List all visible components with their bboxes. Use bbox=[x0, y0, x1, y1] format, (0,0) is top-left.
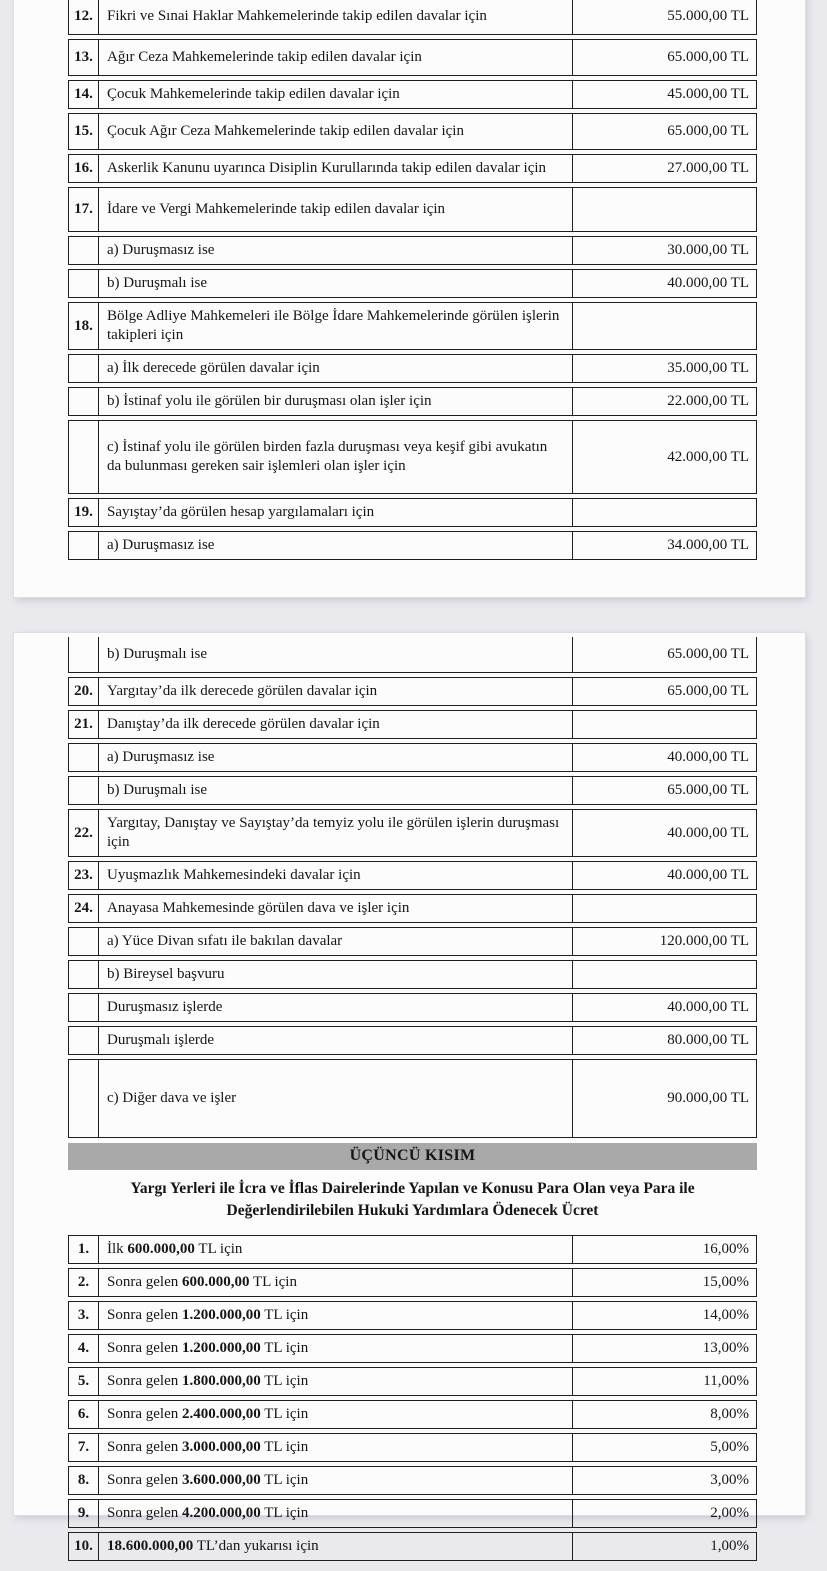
description-suffix: TL için bbox=[260, 1307, 309, 1323]
row-number: 1. bbox=[68, 1235, 99, 1264]
row-number: 7. bbox=[68, 1433, 99, 1462]
table-row bbox=[68, 1400, 757, 1429]
row-description bbox=[99, 1301, 573, 1330]
description-suffix: TL için bbox=[260, 1505, 309, 1521]
row-fee-value: 65.000,00 TL bbox=[573, 39, 757, 76]
row-description: İdare ve Vergi Mahkemelerinde takip edilen davalar için bbox=[99, 187, 573, 232]
description-suffix: TL için bbox=[260, 1406, 309, 1422]
row-fee-value: 40.000,00 TL bbox=[573, 269, 757, 298]
table-row bbox=[68, 1532, 757, 1561]
row-number bbox=[68, 993, 99, 1022]
table-row bbox=[68, 187, 757, 232]
table-row bbox=[68, 1367, 757, 1396]
row-number: 23. bbox=[68, 861, 99, 890]
row-number: 21. bbox=[68, 710, 99, 739]
row-description bbox=[99, 1466, 573, 1495]
row-number: 24. bbox=[68, 894, 99, 923]
row-description bbox=[99, 1532, 573, 1561]
description-amount: 1.200.000,00 bbox=[181, 1307, 261, 1323]
description-amount: 3.600.000,00 bbox=[181, 1472, 261, 1488]
row-fee-value: 40.000,00 TL bbox=[573, 993, 757, 1022]
description-suffix: TL için bbox=[260, 1340, 309, 1356]
description-prefix: Sonra gelen bbox=[107, 1274, 182, 1290]
table-row bbox=[68, 861, 757, 890]
row-number: 19. bbox=[68, 498, 99, 527]
table-row bbox=[68, 1059, 757, 1138]
description-prefix: Sonra gelen bbox=[107, 1472, 182, 1488]
row-description: b) Bireysel başvuru bbox=[99, 960, 573, 989]
row-description: Sayıştay’da görülen hesap yargılamaları için bbox=[99, 498, 573, 527]
row-percentage-value: 8,00% bbox=[573, 1400, 757, 1429]
table-row bbox=[68, 531, 757, 560]
document-page-1 bbox=[14, 0, 805, 597]
description-amount: 600.000,00 bbox=[127, 1241, 195, 1257]
row-fee-value: 120.000,00 TL bbox=[573, 927, 757, 956]
table-row bbox=[68, 1268, 757, 1297]
description-amount: 1.200.000,00 bbox=[181, 1340, 261, 1356]
description-suffix: TL için bbox=[260, 1373, 309, 1389]
row-percentage-value: 14,00% bbox=[573, 1301, 757, 1330]
row-number bbox=[68, 743, 99, 772]
table-row bbox=[68, 420, 757, 494]
description-prefix: Sonra gelen bbox=[107, 1340, 182, 1356]
row-description: a) Duruşmasız ise bbox=[99, 531, 573, 560]
row-fee-value: 42.000,00 TL bbox=[573, 420, 757, 494]
table-row bbox=[68, 677, 757, 706]
table-row bbox=[68, 354, 757, 383]
row-fee-value: 55.000,00 TL bbox=[573, 0, 757, 35]
row-number bbox=[68, 960, 99, 989]
row-fee-value bbox=[573, 894, 757, 923]
row-description bbox=[99, 1235, 573, 1264]
row-number: 17. bbox=[68, 187, 99, 232]
tariff-table bbox=[68, 1231, 757, 1565]
table-row bbox=[68, 1499, 757, 1528]
row-fee-value: 40.000,00 TL bbox=[573, 743, 757, 772]
description-amount: 4.200.000,00 bbox=[181, 1505, 261, 1521]
row-fee-value: 65.000,00 TL bbox=[573, 776, 757, 805]
description-amount: 18.600.000,00 bbox=[107, 1538, 194, 1554]
description-suffix: TL için bbox=[260, 1439, 309, 1455]
row-number bbox=[68, 236, 99, 265]
row-description bbox=[99, 1433, 573, 1462]
row-description: Anayasa Mahkemesinde görülen dava ve işler için bbox=[99, 894, 573, 923]
table-row bbox=[68, 1334, 757, 1363]
description-prefix: İlk bbox=[107, 1241, 128, 1257]
row-description: b) İstinaf yolu ile görülen bir duruşması olan işler için bbox=[99, 387, 573, 416]
row-description: Uyuşmazlık Mahkemesindeki davalar için bbox=[99, 861, 573, 890]
row-fee-value: 30.000,00 TL bbox=[573, 236, 757, 265]
row-fee-value: 65.000,00 TL bbox=[573, 677, 757, 706]
section-subtitle: Yargı Yerleri ile İcra ve İflas Dairelerinde Yapılan ve Konusu Para Olan veya Para ile Değerlendirilebilen Hukuki Yardımlara Ödenecek Ücret bbox=[130, 1180, 695, 1219]
row-number: 9. bbox=[68, 1499, 99, 1528]
row-fee-value bbox=[573, 498, 757, 527]
description-prefix: Sonra gelen bbox=[107, 1439, 182, 1455]
fee-table-page-2 bbox=[68, 633, 757, 1142]
row-fee-value bbox=[573, 187, 757, 232]
table-row bbox=[68, 269, 757, 298]
row-fee-value: 80.000,00 TL bbox=[573, 1026, 757, 1055]
table-row bbox=[68, 993, 757, 1022]
row-number: 3. bbox=[68, 1301, 99, 1330]
row-number bbox=[68, 420, 99, 494]
row-number bbox=[68, 387, 99, 416]
table-row bbox=[68, 498, 757, 527]
row-description bbox=[99, 1367, 573, 1396]
row-percentage-value: 2,00% bbox=[573, 1499, 757, 1528]
table-row bbox=[68, 776, 757, 805]
table-row bbox=[68, 1466, 757, 1495]
table-row bbox=[68, 743, 757, 772]
description-amount: 2.400.000,00 bbox=[181, 1406, 261, 1422]
row-description: a) Duruşmasız ise bbox=[99, 743, 573, 772]
row-description: b) Duruşmalı ise bbox=[99, 637, 573, 673]
row-description bbox=[99, 1499, 573, 1528]
table-row bbox=[68, 39, 757, 76]
table-row bbox=[68, 637, 757, 673]
table-row bbox=[68, 960, 757, 989]
row-description: Danıştay’da ilk derecede görülen davalar için bbox=[99, 710, 573, 739]
row-percentage-value: 5,00% bbox=[573, 1433, 757, 1462]
row-number bbox=[68, 776, 99, 805]
description-amount: 1.800.000,00 bbox=[181, 1373, 261, 1389]
table-row bbox=[68, 1235, 757, 1264]
row-number: 16. bbox=[68, 154, 99, 183]
row-description: Duruşmasız işlerde bbox=[99, 993, 573, 1022]
row-description bbox=[99, 1400, 573, 1429]
table-row bbox=[68, 113, 757, 150]
row-description: a) Yüce Divan sıfatı ile bakılan davalar bbox=[99, 927, 573, 956]
document-page-2 bbox=[14, 633, 805, 1554]
row-fee-value: 65.000,00 TL bbox=[573, 113, 757, 150]
description-prefix: Sonra gelen bbox=[107, 1505, 182, 1521]
row-number: 13. bbox=[68, 39, 99, 76]
fee-table-page-1 bbox=[68, 0, 757, 564]
table-row bbox=[68, 894, 757, 923]
row-fee-value: 22.000,00 TL bbox=[573, 387, 757, 416]
section-header: ÜÇÜNCÜ KISIM bbox=[68, 1143, 757, 1170]
row-number: 5. bbox=[68, 1367, 99, 1396]
row-percentage-value: 13,00% bbox=[573, 1334, 757, 1363]
row-description: Bölge Adliye Mahkemeleri ile Bölge İdare Mahkemelerinde görülen işlerin takipleri için bbox=[99, 302, 573, 350]
row-description bbox=[99, 1334, 573, 1363]
description-prefix: Sonra gelen bbox=[107, 1307, 182, 1323]
row-number: 2. bbox=[68, 1268, 99, 1297]
row-description: Yargıtay, Danıştay ve Sayıştay’da temyiz yolu ile görülen işlerin duruşması için bbox=[99, 809, 573, 857]
row-description: b) Duruşmalı ise bbox=[99, 269, 573, 298]
row-description: Çocuk Mahkemelerinde takip edilen davalar için bbox=[99, 80, 573, 109]
table-row bbox=[68, 154, 757, 183]
row-number bbox=[68, 927, 99, 956]
table-row bbox=[68, 387, 757, 416]
row-percentage-value: 3,00% bbox=[573, 1466, 757, 1495]
row-fee-value: 35.000,00 TL bbox=[573, 354, 757, 383]
description-amount: 600.000,00 bbox=[181, 1274, 250, 1290]
row-description: b) Duruşmalı ise bbox=[99, 776, 573, 805]
row-fee-value bbox=[573, 302, 757, 350]
row-number bbox=[68, 354, 99, 383]
table-row bbox=[68, 809, 757, 857]
description-prefix: Sonra gelen bbox=[107, 1406, 182, 1422]
row-number: 22. bbox=[68, 809, 99, 857]
row-number bbox=[68, 637, 99, 673]
row-description: Askerlik Kanunu uyarınca Disiplin Kurullarında takip edilen davalar için bbox=[99, 154, 573, 183]
row-fee-value: 90.000,00 TL bbox=[573, 1059, 757, 1138]
row-description: Duruşmalı işlerde bbox=[99, 1026, 573, 1055]
row-description: a) İlk derecede görülen davalar için bbox=[99, 354, 573, 383]
row-fee-value: 40.000,00 TL bbox=[573, 809, 757, 857]
table-row bbox=[68, 1433, 757, 1462]
row-number: 14. bbox=[68, 80, 99, 109]
row-fee-value: 27.000,00 TL bbox=[573, 154, 757, 183]
description-prefix: Sonra gelen bbox=[107, 1373, 182, 1389]
row-number: 18. bbox=[68, 302, 99, 350]
row-description: Ağır Ceza Mahkemelerinde takip edilen davalar için bbox=[99, 39, 573, 76]
row-number: 20. bbox=[68, 677, 99, 706]
table-row bbox=[68, 302, 757, 350]
row-description: Yargıtay’da ilk derecede görülen davalar için bbox=[99, 677, 573, 706]
row-fee-value bbox=[573, 710, 757, 739]
row-fee-value: 45.000,00 TL bbox=[573, 80, 757, 109]
row-description bbox=[99, 1268, 573, 1297]
table-row bbox=[68, 0, 757, 35]
description-suffix: TL için bbox=[194, 1241, 243, 1257]
table-row bbox=[68, 1026, 757, 1055]
row-description: Fikri ve Sınai Haklar Mahkemelerinde takip edilen davalar için bbox=[99, 0, 573, 35]
row-number: 8. bbox=[68, 1466, 99, 1495]
row-description: a) Duruşmasız ise bbox=[99, 236, 573, 265]
table-row bbox=[68, 710, 757, 739]
row-percentage-value: 11,00% bbox=[573, 1367, 757, 1396]
row-number bbox=[68, 1026, 99, 1055]
table-row bbox=[68, 927, 757, 956]
row-percentage-value: 1,00% bbox=[573, 1532, 757, 1561]
description-amount: 3.000.000,00 bbox=[181, 1439, 261, 1455]
row-number: 4. bbox=[68, 1334, 99, 1363]
row-description: c) Diğer dava ve işler bbox=[99, 1059, 573, 1138]
table-row bbox=[68, 80, 757, 109]
row-number bbox=[68, 269, 99, 298]
row-number bbox=[68, 1059, 99, 1138]
row-fee-value bbox=[573, 960, 757, 989]
table-row bbox=[68, 1301, 757, 1330]
row-number bbox=[68, 531, 99, 560]
row-number: 12. bbox=[68, 0, 99, 35]
row-description: c) İstinaf yolu ile görülen birden fazla duruşması veya keşif gibi avukatın da bulunması gereken sair işlemleri olan işler için bbox=[99, 420, 573, 494]
row-number: 10. bbox=[68, 1532, 99, 1561]
description-suffix: TL’dan yukarısı için bbox=[193, 1538, 319, 1554]
table-row bbox=[68, 236, 757, 265]
row-fee-value: 40.000,00 TL bbox=[573, 861, 757, 890]
description-suffix: TL için bbox=[249, 1274, 297, 1290]
row-fee-value: 34.000,00 TL bbox=[573, 531, 757, 560]
row-percentage-value: 15,00% bbox=[573, 1268, 757, 1297]
description-suffix: TL için bbox=[260, 1472, 309, 1488]
row-number: 15. bbox=[68, 113, 99, 150]
row-percentage-value: 16,00% bbox=[573, 1235, 757, 1264]
row-fee-value: 65.000,00 TL bbox=[573, 637, 757, 673]
row-description: Çocuk Ağır Ceza Mahkemelerinde takip edilen davalar için bbox=[99, 113, 573, 150]
row-number: 6. bbox=[68, 1400, 99, 1429]
